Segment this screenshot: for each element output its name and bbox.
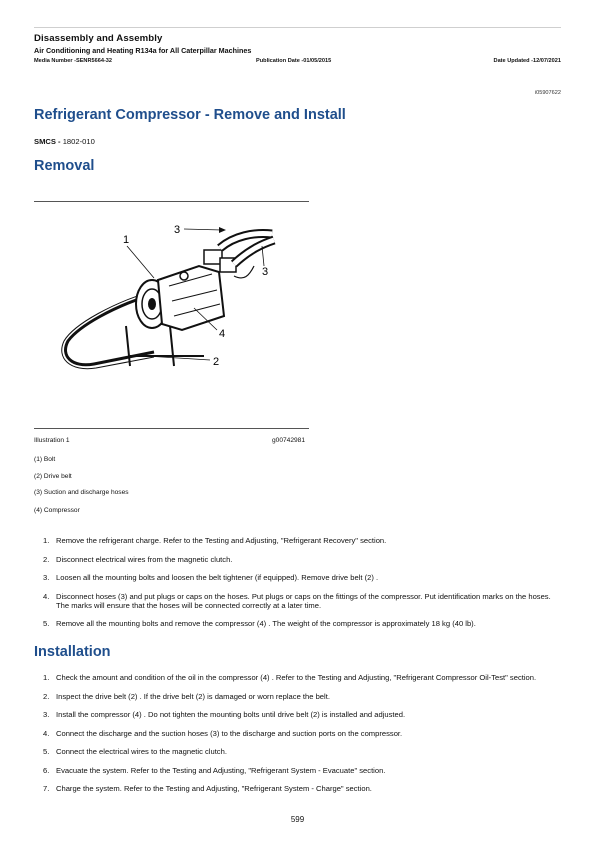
step-text: Disconnect electrical wires from the magnetic clutch.: [56, 554, 233, 564]
list-item: [34, 555, 564, 564]
list-item: [34, 729, 564, 738]
manual-subtitle: Air Conditioning and Heating R134a for All Caterpillar Machines: [34, 46, 252, 55]
step-text: Remove all the mounting bolts and remove the compressor (4) . The weight of the compressor is approximately 18 kg (40 lb).: [56, 619, 476, 628]
smcs-code: [34, 137, 95, 146]
removal-heading: Removal: [34, 158, 95, 174]
installation-steps: [34, 673, 564, 803]
step-number: 5.: [43, 747, 50, 756]
step-number: 4.: [43, 728, 50, 738]
step-number: 7.: [43, 784, 50, 793]
page-title: Refrigerant Compressor - Remove and Install: [34, 107, 346, 123]
step-text: Disconnect hoses (3) and put plugs or caps on the hoses. Put plugs or caps on the fittings of the compressor. Put identification marks on the hoses. The marks will ensure that the hoses will be connected correctly at a later time.: [56, 591, 551, 610]
step-text: Connect the discharge and the suction hoses (3) to the discharge and suction ports on the compressor.: [56, 728, 403, 738]
legend-item: (2) Drive belt: [34, 473, 72, 480]
list-item: [34, 592, 564, 610]
callout-4: 4: [219, 328, 226, 340]
step-number: 3.: [43, 710, 50, 719]
step-number: 1.: [43, 673, 50, 682]
installation-heading: Installation: [34, 644, 111, 660]
list-item: [34, 619, 564, 628]
callout-1: 1: [123, 234, 130, 246]
compressor-body-drawing: [158, 266, 224, 330]
step-text: Install the compressor (4) . Do not tighten the mounting bolts until drive belt (2) is installed and adjusted.: [56, 710, 406, 719]
step-number: 2.: [43, 691, 50, 701]
list-item: [34, 766, 564, 775]
step-text: Charge the system. Refer to the Testing and Adjusting, "Refrigerant System - Charge" section.: [56, 784, 372, 793]
list-item: [34, 710, 564, 719]
list-item: [34, 784, 564, 793]
callout-3-right: 3: [262, 266, 269, 278]
step-number: 3.: [43, 573, 50, 582]
document-id: i05907622: [534, 90, 561, 96]
legend-item: (1) Bolt: [34, 456, 56, 463]
list-item: [34, 536, 564, 545]
step-number: 6.: [43, 765, 50, 775]
step-number: 1.: [43, 536, 50, 545]
illustration-top-rule: [34, 201, 309, 202]
illustration-code: g00742981: [272, 437, 306, 444]
list-item: [34, 573, 564, 582]
page-number: 599: [290, 815, 305, 824]
publication-date: Publication Date -01/05/2015: [256, 58, 332, 64]
manual-title: Disassembly and Assembly: [34, 33, 163, 44]
step-number: 5.: [43, 619, 50, 628]
step-number: 4.: [43, 591, 50, 601]
smcs-label: SMCS -: [34, 137, 61, 146]
step-text: Loosen all the mounting bolts and loosen the belt tightener (if equipped). Remove drive belt (2) .: [56, 573, 379, 582]
step-text: Check the amount and condition of the oil in the compressor (4) . Refer to the Testing and Adjusting, "Refrigerant Compressor Oil-Test" section.: [56, 673, 537, 682]
removal-steps: [34, 536, 564, 638]
illustration-label: Illustration 1: [34, 437, 70, 444]
callout-2: 2: [213, 356, 220, 368]
header-rule: [34, 27, 561, 28]
list-item: [34, 692, 564, 701]
media-number: Media Number -SENR5664-32: [34, 58, 113, 64]
list-item: [34, 673, 564, 682]
legend-item: (4) Compressor: [34, 507, 80, 514]
step-number: 2.: [43, 554, 50, 564]
illustration-bottom-rule: [34, 428, 309, 429]
smcs-value: 1802-010: [62, 137, 95, 146]
step-text: Evacuate the system. Refer to the Testing and Adjusting, "Refrigerant System - Evacuate" section.: [56, 765, 386, 775]
callout-3-top: 3: [174, 224, 181, 236]
step-text: Connect the electrical wires to the magnetic clutch.: [56, 747, 227, 756]
compressor-illustration: [34, 206, 309, 424]
list-item: [34, 747, 564, 756]
step-text: Inspect the drive belt (2) . If the drive belt (2) is damaged or worn replace the belt.: [56, 691, 330, 701]
legend-item: (3) Suction and discharge hoses: [34, 489, 129, 496]
date-updated: Date Updated -12/07/2021: [493, 58, 561, 64]
step-text: Remove the refrigerant charge. Refer to the Testing and Adjusting, "Refrigerant Recovery" section.: [56, 536, 387, 545]
